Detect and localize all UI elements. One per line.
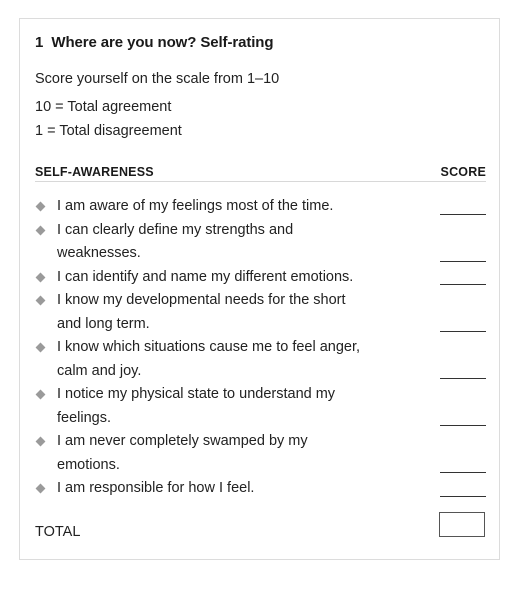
statement-line: I can clearly define my strengths and	[57, 221, 294, 238]
statement-item	[35, 289, 486, 336]
score-blank-field[interactable]	[440, 425, 486, 426]
intro-text	[35, 67, 279, 143]
diamond-bullet-icon	[36, 202, 46, 212]
statement-item	[35, 430, 486, 477]
score-blank-field[interactable]	[440, 284, 486, 285]
statement-item	[35, 477, 486, 501]
statement-line: emotions.	[57, 456, 120, 473]
header-divider	[35, 181, 486, 182]
statement-line: I notice my physical state to understand my	[57, 386, 336, 402]
scale-high-text: 10 = Total agreement	[35, 99, 172, 115]
statement-item	[35, 383, 486, 430]
statement-text	[57, 219, 377, 266]
statement-text	[57, 477, 377, 501]
section-title	[35, 34, 273, 51]
statement-list	[35, 195, 486, 501]
statement-line: weaknesses.	[57, 245, 141, 261]
score-blank-field[interactable]	[440, 331, 486, 332]
score-blank-field[interactable]	[440, 214, 486, 215]
statement-line: I am never completely swamped by my	[57, 433, 308, 449]
score-header: SCORE	[440, 165, 486, 179]
statement-line: feelings.	[57, 409, 112, 426]
instruction-text: Score yourself on the scale from 1–10	[35, 71, 280, 87]
statement-item	[35, 219, 486, 266]
statement-text	[57, 383, 377, 430]
score-blank-field[interactable]	[440, 496, 486, 497]
statement-line: I know my developmental needs for the short	[57, 292, 346, 308]
diamond-bullet-icon	[36, 272, 46, 282]
category-header: SELF-AWARENESS	[35, 165, 154, 179]
statement-text	[57, 430, 377, 477]
statement-line: calm and joy.	[57, 362, 142, 379]
section-title-text: Where are you now? Self-rating	[51, 34, 274, 51]
statement-item	[35, 266, 486, 290]
statement-text	[57, 336, 377, 383]
score-blank-field[interactable]	[440, 378, 486, 379]
total-score-box[interactable]	[439, 512, 485, 537]
scale-low-text: 1 = Total disagreement	[35, 123, 182, 139]
statement-item	[35, 195, 486, 219]
total-label: TOTAL	[35, 524, 81, 540]
score-blank-field[interactable]	[440, 261, 486, 262]
score-blank-field[interactable]	[440, 472, 486, 473]
diamond-bullet-icon	[36, 296, 46, 306]
statement-text	[57, 266, 377, 290]
diamond-bullet-icon	[36, 225, 46, 235]
diamond-bullet-icon	[36, 390, 46, 400]
statement-line: I am aware of my feelings most of the time.	[57, 198, 334, 214]
self-rating-card	[19, 18, 500, 560]
statement-line: I know which situations cause me to feel anger,	[57, 339, 361, 355]
statement-line: and long term.	[57, 315, 150, 332]
statement-text	[57, 195, 377, 219]
statement-line: I can identify and name my different emotions.	[57, 268, 354, 285]
statement-text	[57, 289, 377, 336]
section-number: 1	[35, 34, 44, 51]
statement-line: I am responsible for how I feel.	[57, 480, 255, 496]
diamond-bullet-icon	[36, 484, 46, 494]
statement-item	[35, 336, 486, 383]
diamond-bullet-icon	[36, 437, 46, 447]
diamond-bullet-icon	[36, 343, 46, 353]
